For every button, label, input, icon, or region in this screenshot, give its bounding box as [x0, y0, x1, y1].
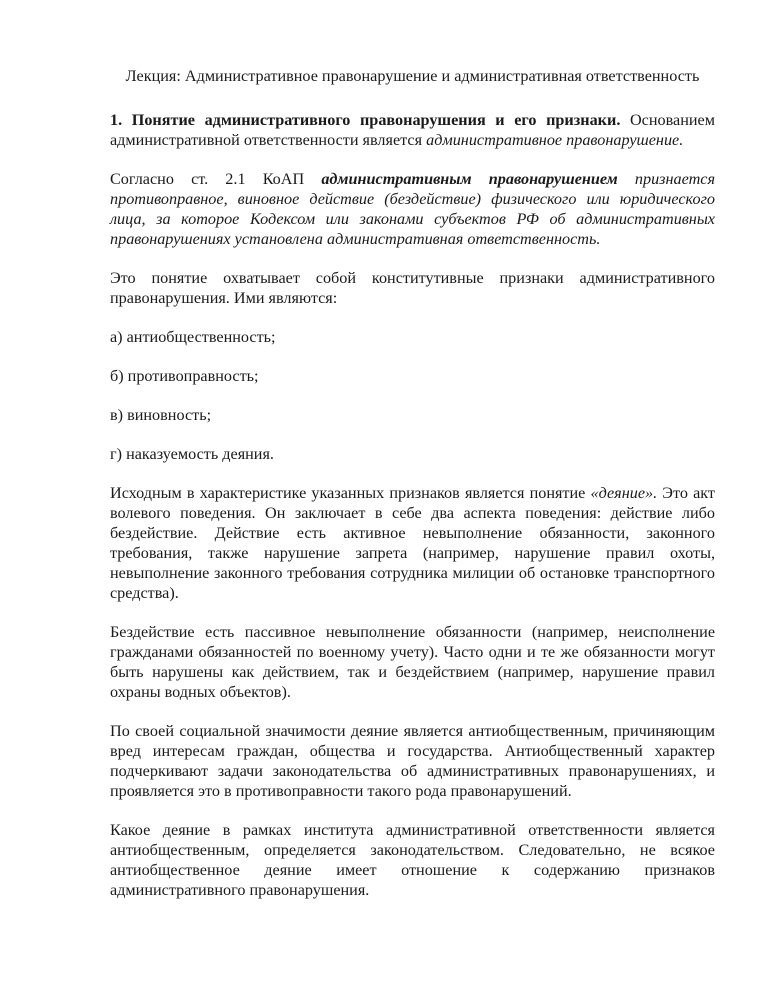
- inaction-paragraph: Бездействие есть пассивное невыполнение обязанности (например, неисполнение гражданами обязанностей по военному учету). Часто одни и те же обязанности могут быть нарушены как действием, так и бездействием (например, нарушение правил охраны водных объектов).: [110, 623, 715, 701]
- act-text-after: Это акт волевого поведения. Он заключает в себе два аспекта поведения: действие либо бездействие. Действие есть активное невыполнение обязанности, законного требования, также нарушение запрета (например, нарушение правил охоты, невыполнение законного требования сотрудника милиции об остановке транспортного средства).: [110, 484, 715, 602]
- sign-item-c: в) виновность;: [110, 406, 212, 424]
- act-text-before: Исходным в характеристике указанных признаков является понятие: [110, 484, 591, 502]
- section-1-heading: 1. Понятие административного правонарушения и его признаки.: [110, 111, 621, 129]
- sign-item-b: б) противоправность;: [110, 367, 259, 385]
- section-1-text: Основанием административной ответственности является: [110, 111, 715, 149]
- definition-paragraph: [110, 169, 715, 249]
- definition-body: признается противоправное, виновное действие (бездействие) физического или юридического лица, за которое Кодексом или законами субъектов РФ об административных правонарушениях установлена административная ответственность.: [110, 170, 715, 248]
- act-italic-term: «деяние».: [590, 484, 658, 502]
- definition-term: административным правонарушением: [321, 170, 618, 188]
- section-1-italic-term: административное правонарушение.: [426, 131, 684, 149]
- signs-intro-paragraph: Это понятие охватывает собой конститутивные признаки административного правонарушения. Ими являются:: [110, 269, 715, 307]
- social-significance-paragraph: По своей социальной значимости деяние является антиобщественным, причиняющим вред интересам граждан, общества и государства. Антиобщественный характер подчеркивают задачи законодательства об административных правонарушениях, и проявляется это в противоправности такого рода правонарушений.: [110, 722, 715, 800]
- document-page: [110, 66, 715, 919]
- sign-item-d: г) наказуемость деяния.: [110, 445, 274, 463]
- act-paragraph: [110, 483, 715, 603]
- legislation-paragraph: Какое деяние в рамках института административной ответственности является антиобщественным, определяется законодательством. Следовательно, не всякое антиобщественное деяние имеет отношение к содержанию признаков административного правонарушения.: [110, 821, 715, 899]
- definition-prefix: Согласно ст. 2.1 КоАП: [110, 170, 322, 188]
- sign-item-a: а) антиобщественность;: [110, 328, 276, 346]
- document-title: Лекция: Административное правонарушение и административная ответственность: [125, 67, 700, 85]
- section-1-paragraph: [110, 110, 715, 150]
